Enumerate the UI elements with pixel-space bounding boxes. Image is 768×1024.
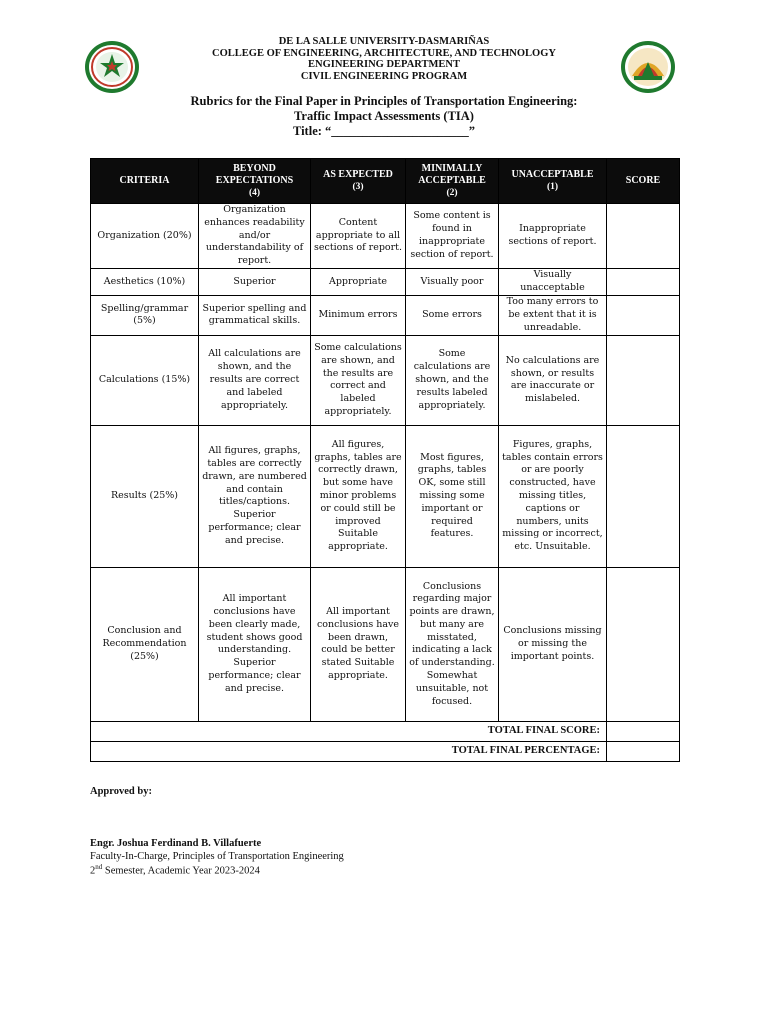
column-header: BEYOND EXPECTATIONS (4) [199,159,311,204]
table-row [91,335,680,425]
score-cell[interactable] [607,335,680,425]
score-cell[interactable] [607,204,680,269]
score-cell[interactable] [607,567,680,721]
table-header-row [91,159,680,204]
total-percentage-label: TOTAL FINAL PERCENTAGE: [91,741,607,761]
score-cell[interactable] [607,268,680,295]
beyond-cell: All important conclusions have been clearly made, student shows good understanding. Superior performance; clear and precise. [199,567,311,721]
column-header: AS EXPECTED (3) [311,159,406,204]
minimal-cell: Visually poor [406,268,499,295]
column-header: MINIMALLY ACCEPTABLE (2) [406,159,499,204]
table-row [91,204,680,269]
column-header: SCORE [607,159,680,204]
minimal-cell: Some content is found in inappropriate section of report. [406,204,499,269]
criteria-cell: Organization (20%) [91,204,199,269]
total-score-label: TOTAL FINAL SCORE: [91,721,607,741]
approved-by-label: Approved by: [90,786,152,797]
minimal-cell: Some calculations are shown, and the results labeled appropriately. [406,335,499,425]
table-row [91,268,680,295]
total-percentage-value[interactable] [607,741,680,761]
university-name: DE LA SALLE UNIVERSITY-DASMARIÑAS [278,36,490,47]
table-row [91,295,680,335]
score-cell[interactable] [607,295,680,335]
criteria-cell: Aesthetics (10%) [91,268,199,295]
unacceptable-cell: Figures, graphs, tables contain errors or are poorly constructed, have missing titles, captions or numbers, units missing or incorrect, etc. Unsuitable. [499,425,607,567]
minimal-cell: Some errors [406,295,499,335]
criteria-cell: Calculations (15%) [91,335,199,425]
program-name: CIVIL ENGINEERING PROGRAM [300,70,468,82]
beyond-cell: All calculations are shown, and the results are correct and labeled appropriately. [199,335,311,425]
expected-cell: Minimum errors [311,295,406,335]
unacceptable-cell: Inappropriate sections of report. [499,204,607,269]
unacceptable-cell: Conclusions missing or missing the important points. [499,567,607,721]
expected-cell: All figures, graphs, tables are correctly drawn, but some have minor problems or could still be improved Suitable appropriate. [311,425,406,567]
beyond-cell: Organization enhances readability and/or understandability of report. [199,204,311,269]
unacceptable-cell: Too many errors to be extent that it is unreadable. [499,295,607,335]
table-row [91,425,680,567]
beyond-cell: Superior [199,268,311,295]
beyond-cell: Superior spelling and grammatical skills. [199,295,311,335]
score-cell[interactable] [607,425,680,567]
criteria-cell: Spelling/grammar (5%) [91,295,199,335]
minimal-cell: Conclusions regarding major points are drawn, but many are misstated, indicating a lack of understanding. Somewhat unsuitable, not focused. [406,567,499,721]
title-line-1: Rubrics for the Final Paper in Principles of Transportation Engineering: [190,94,578,108]
criteria-cell: Results (25%) [91,425,199,567]
expected-cell: All important conclusions have been drawn, could be better stated Suitable appropriate. [311,567,406,721]
beyond-cell: All figures, graphs, tables are correctly drawn, are numbered and contain titles/captions. Superior performance; clear and precise. [199,425,311,567]
approver-position: Faculty-In-Charge, Principles of Transportation Engineering [90,851,344,862]
total-percentage-row [91,741,680,761]
expected-cell: Content appropriate to all sections of report. [311,204,406,269]
semester-line: 2nd Semester, Academic Year 2023-2024 [90,863,260,877]
total-score-row [91,721,680,741]
total-score-value[interactable] [607,721,680,741]
rubric-table [90,158,680,762]
title-line-2: Traffic Impact Assessments (TIA) [294,109,474,123]
criteria-cell: Conclusion and Recommendation (25%) [91,567,199,721]
document-title [0,94,768,139]
department-name: ENGINEERING DEPARTMENT [308,59,460,70]
title-line-3: Title: “______________________” [292,124,476,138]
column-header: UNACCEPTABLE (1) [499,159,607,204]
expected-cell: Appropriate [311,268,406,295]
unacceptable-cell: Visually unacceptable [499,268,607,295]
minimal-cell: Most figures, graphs, tables OK, some still missing some important or required features. [406,425,499,567]
table-row [91,567,680,721]
expected-cell: Some calculations are shown, and the results are correct and labeled appropriately. [311,335,406,425]
unacceptable-cell: No calculations are shown, or results are inaccurate or mislabeled. [499,335,607,425]
institution-header [0,36,768,82]
column-header: CRITERIA [91,159,199,204]
approver-name: Engr. Joshua Ferdinand B. Villafuerte [90,838,262,849]
college-name: COLLEGE OF ENGINEERING, ARCHITECTURE, AND TECHNOLOGY [212,47,556,59]
